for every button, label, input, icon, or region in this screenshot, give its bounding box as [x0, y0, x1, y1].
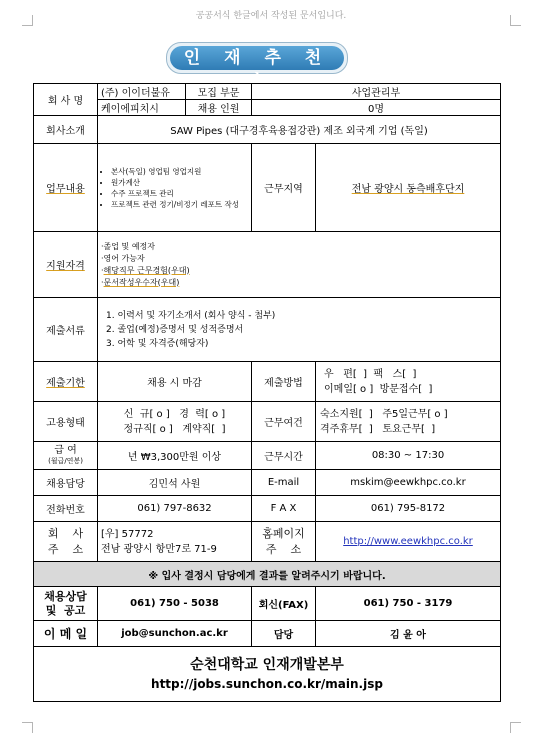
- reply-fax-label: 회신(FAX): [252, 587, 316, 621]
- work-conditions-options: [316, 402, 501, 442]
- hiring-manager-value: 김민석 사원: [98, 470, 252, 496]
- hire-count-label: 채용 인원: [186, 100, 252, 116]
- recruit-dept-label: 모집 부문: [186, 84, 252, 100]
- submit-method-label: 제출방법: [252, 362, 316, 402]
- duties-label: 업무내용: [34, 144, 98, 232]
- submit-method-options: [316, 362, 501, 402]
- duty-item: • 원가계산: [111, 177, 248, 188]
- notice-banner: ※ 입사 결정시 담당에게 결과를 알려주시기 바랍니다.: [34, 562, 501, 587]
- recommendation-form: [33, 83, 501, 702]
- work-hours-label: 근무시간: [252, 442, 316, 470]
- fax-label: F A X: [252, 496, 316, 522]
- qualification-list: [98, 232, 501, 298]
- address-postcode: [우] 57772: [101, 528, 154, 540]
- documents-label: 제출서류: [34, 298, 98, 362]
- email-value: mskim@eewkhpc.co.kr: [316, 470, 501, 496]
- duty-item: • 프로젝트 관련 정기/비정기 레포트 작성: [111, 199, 248, 210]
- work-conditions-line: 격주휴무[ ] 토요근무[ ]: [320, 423, 436, 435]
- hire-count-value: 0명: [252, 100, 501, 116]
- work-location-value: 전남 광양시 동측배후단지: [316, 144, 501, 232]
- work-hours-value: 08:30 ~ 17:30: [316, 442, 501, 470]
- crop-mark-top-right: [510, 15, 521, 26]
- qualification-label: 지원자격: [34, 232, 98, 298]
- recruit-dept-value: 사업관리부: [252, 84, 501, 100]
- homepage-link[interactable]: http://www.eewkhpc.co.kr: [316, 522, 501, 562]
- contact-person-label: 담당: [252, 621, 316, 647]
- homepage-label: 홈페이지 주 소: [252, 522, 316, 562]
- company-name-1: (주) 이이더불유: [98, 84, 186, 100]
- intro-value: SAW Pipes (대구경후육용접강관) 제조 외국계 기업 (독일): [98, 116, 501, 144]
- crop-mark-bottom-right: [510, 722, 521, 733]
- salary-label: 급 여 (월급/연봉): [34, 442, 98, 470]
- address-street: 전남 광양시 항만7로 71-9: [101, 543, 217, 555]
- crop-mark-bottom-left: [22, 722, 33, 733]
- hiring-manager-label: 채용담당: [34, 470, 98, 496]
- documents-list: [98, 298, 501, 362]
- contact-email-value[interactable]: job@sunchon.ac.kr: [98, 621, 252, 647]
- address-label: 회 사 주 소: [34, 522, 98, 562]
- intro-label: 회사소개: [34, 116, 98, 144]
- employment-type-line: 정규직[ o ] 계약직[ ]: [123, 423, 226, 435]
- work-conditions-label: 근무여건: [252, 402, 316, 442]
- consult-label: 채용상담 및 공고: [34, 587, 98, 621]
- header-note: 공공서식 한글에서 작성된 문서입니다.: [195, 11, 347, 21]
- document-item: 3. 어학 및 자격증(해당자): [106, 338, 209, 349]
- email-label: E-mail: [252, 470, 316, 496]
- document-item: 1. 이력서 및 자기소개서 (회사 양식 - 첨부): [106, 310, 276, 321]
- submit-method-line: 이메일[ o ] 방문접수[ ]: [324, 383, 433, 395]
- document-title: 인 재 추 천 서: [170, 46, 344, 70]
- footer-url[interactable]: http://jobs.sunchon.co.kr/main.jsp: [151, 677, 383, 691]
- qualification-item: ·영어 가능자: [101, 253, 145, 263]
- reply-fax-value: 061) 750 - 3179: [316, 587, 501, 621]
- contact-person-value: 김 윤 아: [316, 621, 501, 647]
- salary-value: 년 ₩3,300만원 이상: [98, 442, 252, 470]
- duty-item: • 수주 프로젝트 관리: [111, 188, 248, 199]
- duty-item: • 본사(독일) 영업팀 영업지원: [111, 166, 248, 177]
- qualification-item: ·해당직무 근무경험(우대): [101, 265, 190, 275]
- footer-org: 순천대학교 인재개발본부: [190, 657, 344, 673]
- fax-value: 061) 795-8172: [316, 496, 501, 522]
- address-value: [98, 522, 252, 562]
- phone-value: 061) 797-8632: [98, 496, 252, 522]
- employment-type-options: [98, 402, 252, 442]
- deadline-value: 채용 시 마감: [98, 362, 252, 402]
- submit-method-line: 우 편[ ] 팩 스[ ]: [324, 368, 417, 380]
- work-conditions-line: 숙소지원[ ] 주5일근무[ o ]: [320, 408, 448, 420]
- employment-type-label: 고용형태: [34, 402, 98, 442]
- footer: [34, 647, 501, 702]
- contact-email-label: 이 메 일: [34, 621, 98, 647]
- qualification-item: ·졸업 및 예정자: [101, 241, 156, 251]
- crop-mark-top-left: [22, 15, 33, 26]
- duties-list: [98, 144, 252, 232]
- consult-phone: 061) 750 - 5038: [98, 587, 252, 621]
- company-label: 회 사 명: [34, 84, 98, 116]
- deadline-label: 제출기한: [34, 362, 98, 402]
- document-item: 2. 졸업(예정)증명서 및 성적증명서: [106, 324, 244, 335]
- company-name-2: 케이에피치시: [98, 100, 186, 116]
- qualification-item: ·문서작성우수자(우대): [101, 277, 180, 287]
- title-banner: [166, 42, 348, 92]
- work-location-label: 근무지역: [252, 144, 316, 232]
- phone-label: 전화번호: [34, 496, 98, 522]
- employment-type-line: 신 규[ o ] 경 력[ o ]: [123, 408, 226, 420]
